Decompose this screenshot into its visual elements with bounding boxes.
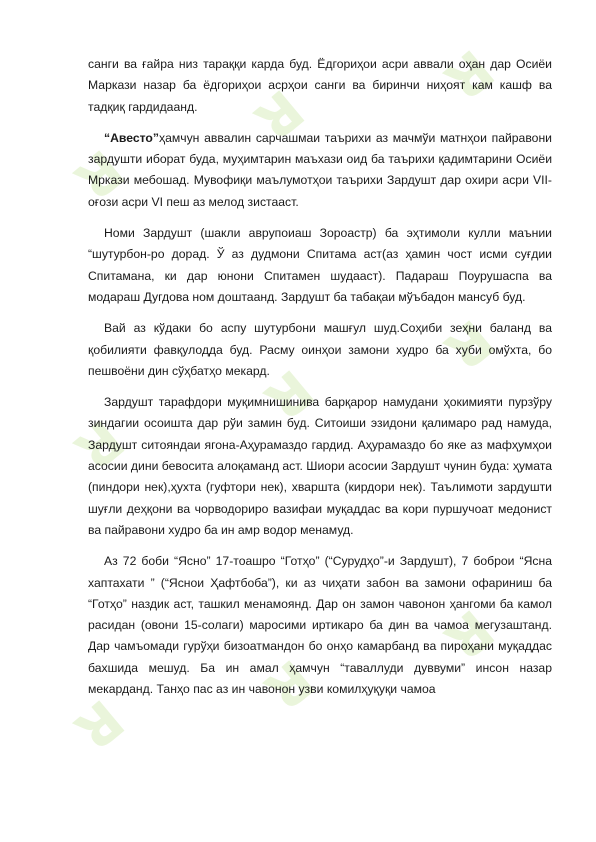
- watermark-glyph: ꓤ: [254, 359, 327, 435]
- paragraph: Вай аз кўдаки бо аспу шутурбони машғул шуд.Соҳиби зеҳни баланд ва қобилияти фавқулодда буд. Расму оинҳои замони худро ба хуби омўхта, бо пешвоёни дин сўҳбатҳо мекард.: [88, 321, 552, 378]
- watermark-glyph: ꓤ: [64, 689, 137, 765]
- watermark-glyph: ꓤ: [64, 139, 137, 215]
- paragraph: [88, 128, 552, 213]
- paragraph: Номи Зардушт (шакли аврупоиаш Зороастр) ба эҳтимоли кулли маънии “шутурбон-ро дорад. Ў аз дудмони Спитама аст(аз ҳамин чост исми суғдии Спитамана, ки дар юнони Спитамен шудааст). Падараш Поурушаспа ва модараш Дугдова ном доштаанд. Зардушт ба табақаи мўъбадон мансуб буд.: [88, 226, 552, 304]
- paragraph: Аз 72 боби “Ясно” 17-тоашро “Готҳо” (“Сурудҳо”-и Зардушт), 7 боброи “Ясна хаптахати ” (“Яснои Ҳафтбоба”), ки аз чиҳати забон ва замони офариниш ба “Готҳо” наздик аст, ташкил менамоянд. Дар он замон чавонон ҳангоми ба камол расидан (овони 15-солаги) маросими иртикаро ба дин ва чамоа мегузаштанд. Дар чамъомади гурўҳи бизоатмандон бо онҳо камарбанд ва пироҳани муқаддас бахшида мешуд. Ба ин амал ҳамчун “таваллуди дуввуми” инсон назар мекарданд. Танҳо пас аз ин чавонон узви комилҳуқуқи чамоа: [88, 554, 552, 697]
- watermark-glyph: ꓤ: [434, 599, 507, 675]
- watermark-glyph: ꓤ: [434, 309, 507, 385]
- watermark-glyph: ꓤ: [244, 79, 317, 155]
- bold-term: “Авесто”: [104, 130, 159, 145]
- watermark-glyph: ꓤ: [64, 409, 137, 485]
- paragraph: Зардушт тарафдори муқимнишинива барқарор намудани ҳокимияти пурзўру зиндагии осоишта дар рўи замин буд. Ситоиши эзидони қалимаро рад намуда, Зардушт ситояндаи ягона-Аҳурамаздо гардид. Аҳурамаздо бо яке аз мафҳумҳои асосии дини бевосита алоқаманд аст. Шиори асосии Зардушт чунин буда: ҳумата (пиндори нек),ҳухта (гуфтори нек), хваршта (кирдори нек). Таълимоти зардушти шуғли деҳқони ва чорводориро вазифаи муқаддас ва кори пуршучоат медонист ва пайравони худро ба ин амр водор менамуд.: [88, 395, 552, 537]
- watermark-glyph: ꓤ: [254, 649, 327, 725]
- paragraph: санги ва ғайра низ тараққи карда буд. Ёдгориҳои асри аввали оҳан дар Осиёи Маркази назар ба ёдгориҳои асрҳои санги ва биринчи ниҳоят кам кашф ва тадқиқ гардидаанд.: [88, 57, 552, 114]
- watermark-glyph: ꓤ: [434, 39, 507, 115]
- document-body: [88, 54, 552, 710]
- paragraph-text: ҳамчун аввалин сарчашмаи таърихи аз мачмўи матнҳои пайравони зардушти иборат буда, муҳимтарин маъхази оид ба таърихи қадимтарини Осиёи Мркази мебошад. Мувофиқи маълумотҳои таърихи Зардушт дар охири асри VII-оғози асри VI пеш аз мелод зистааст.: [88, 130, 552, 209]
